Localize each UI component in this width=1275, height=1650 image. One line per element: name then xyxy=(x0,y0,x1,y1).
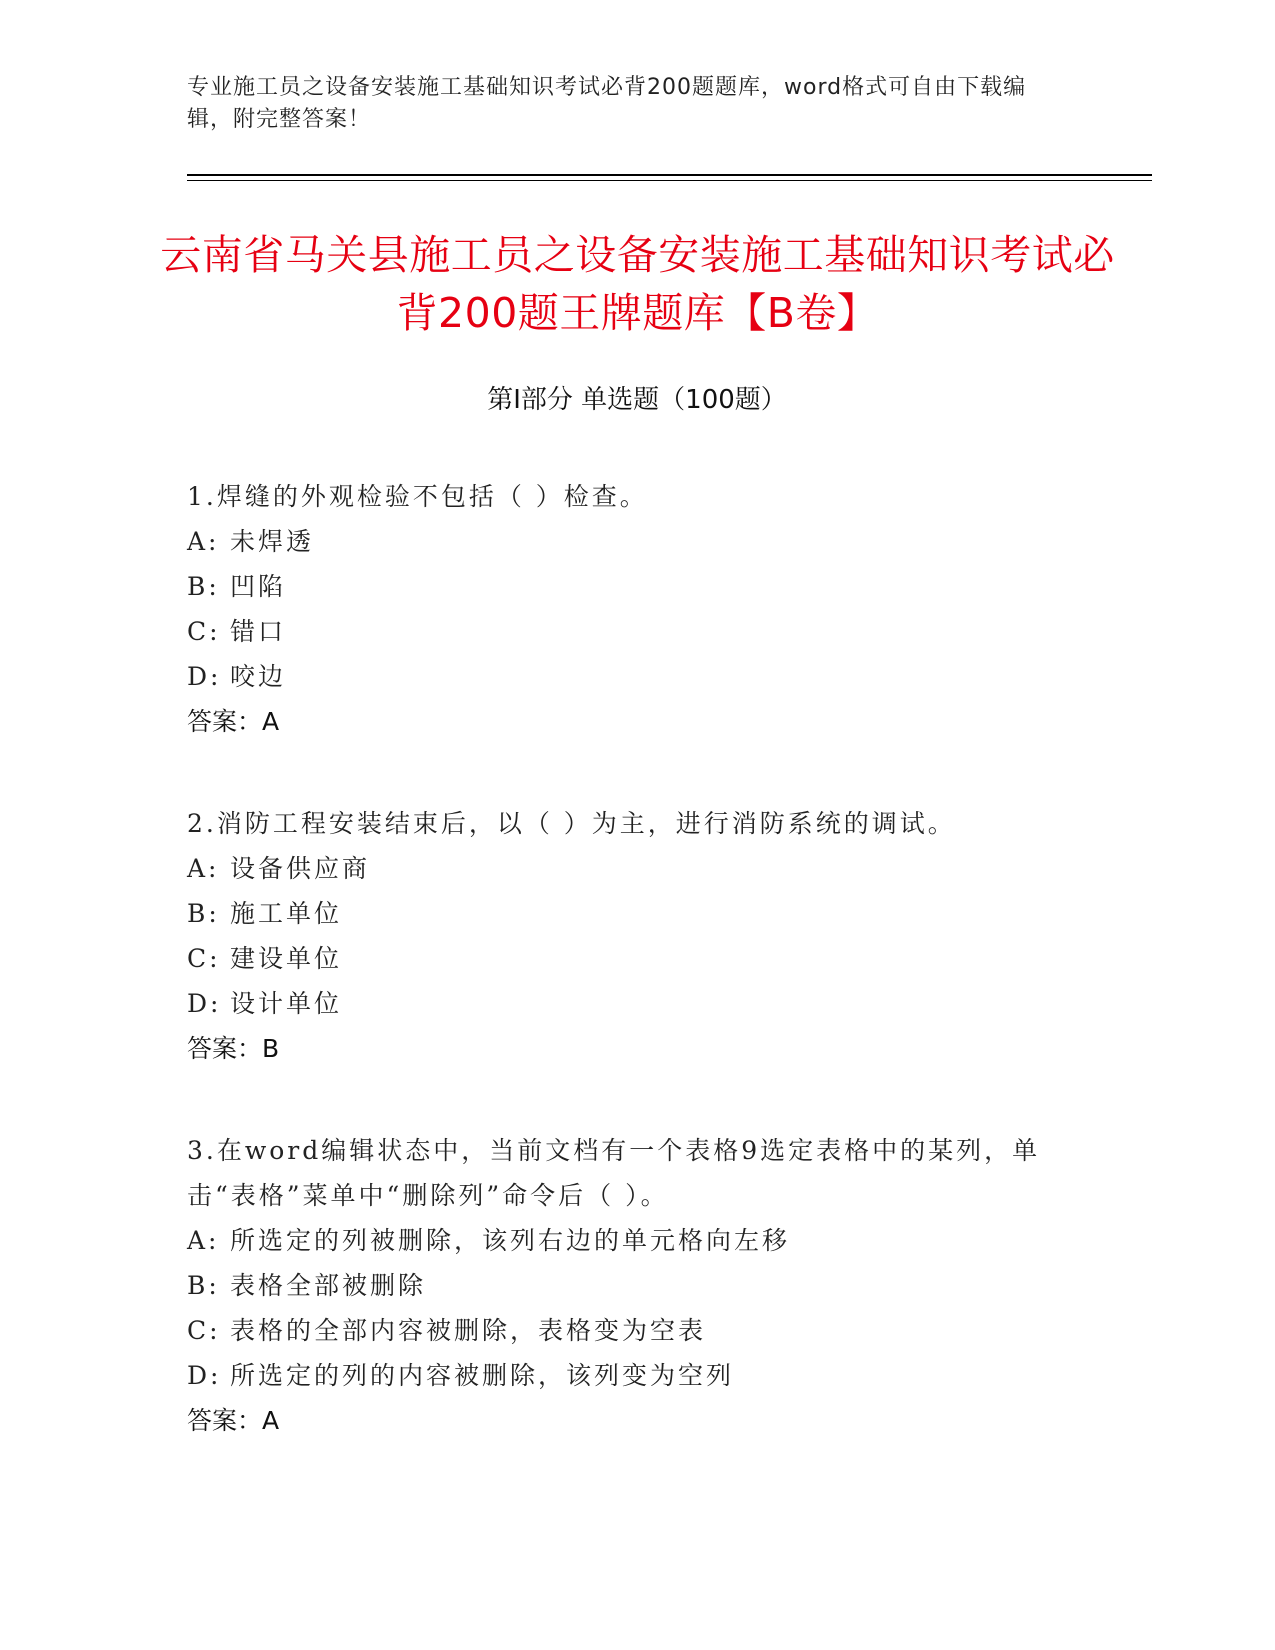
option-text: 表格的全部内容被删除，表格变为空表 xyxy=(230,1316,707,1345)
option-key: A: xyxy=(187,527,220,556)
option-b xyxy=(187,891,1077,936)
question-stem: 1.焊缝的外观检验不包括（ ）检查。 xyxy=(187,482,648,511)
question-2 xyxy=(187,801,1077,1071)
option-text: 表格全部被删除 xyxy=(230,1271,427,1300)
option-text: 设计单位 xyxy=(230,989,343,1018)
option-key: B: xyxy=(187,899,220,928)
option-text: 未焊透 xyxy=(230,527,315,556)
answer-line: 答案：B xyxy=(187,1034,280,1063)
option-text: 错口 xyxy=(230,617,287,646)
option-key: C: xyxy=(187,617,221,646)
option-key: D: xyxy=(187,989,222,1018)
option-a xyxy=(187,846,1077,891)
question-stem: 3.在word编辑状态中，当前文档有一个表格9选定表格中的某列，单击“表格”菜单中“删除列”命令后（ ）。 xyxy=(187,1136,1041,1210)
option-a xyxy=(187,519,1077,564)
option-text: 咬边 xyxy=(230,662,287,691)
option-text: 建设单位 xyxy=(230,944,343,973)
question-3 xyxy=(187,1128,1077,1443)
option-b xyxy=(187,564,1077,609)
section-heading: 第Ⅰ部分 单选题（100题） xyxy=(487,385,787,415)
option-key: A: xyxy=(187,1226,220,1255)
option-d xyxy=(187,654,1077,699)
question-list xyxy=(187,474,1077,1500)
option-key: C: xyxy=(187,944,221,973)
option-text: 设备供应商 xyxy=(230,854,371,883)
document-title: 云南省马关县施工员之设备安装施工基础知识考试必背200题王牌题库【B卷】 xyxy=(160,231,1115,337)
option-key: D: xyxy=(187,1361,222,1390)
option-text: 所选定的列被删除，该列右边的单元格向左移 xyxy=(230,1226,791,1255)
question-1 xyxy=(187,474,1077,744)
header-divider-thick xyxy=(187,174,1152,176)
option-text: 凹陷 xyxy=(230,572,287,601)
question-stem: 2.消防工程安装结束后，以（ ）为主，进行消防系统的调试。 xyxy=(187,809,956,838)
option-text: 所选定的列的内容被删除，该列变为空列 xyxy=(230,1361,735,1390)
option-key: A: xyxy=(187,854,220,883)
answer-line: 答案：A xyxy=(187,707,280,736)
answer-line: 答案：A xyxy=(187,1406,280,1435)
option-key: D: xyxy=(187,662,222,691)
option-c xyxy=(187,936,1077,981)
option-d xyxy=(187,981,1077,1026)
option-a xyxy=(187,1218,1077,1263)
header-note: 专业施工员之设备安装施工基础知识考试必背200题题库，word格式可自由下载编辑，附完整答案！ xyxy=(187,75,1027,132)
option-key: B: xyxy=(187,572,220,601)
header-divider-thin xyxy=(187,180,1152,181)
option-key: B: xyxy=(187,1271,220,1300)
option-key: C: xyxy=(187,1316,221,1345)
option-d xyxy=(187,1353,1077,1398)
option-c xyxy=(187,1308,1077,1353)
option-b xyxy=(187,1263,1077,1308)
option-text: 施工单位 xyxy=(230,899,343,928)
option-c xyxy=(187,609,1077,654)
